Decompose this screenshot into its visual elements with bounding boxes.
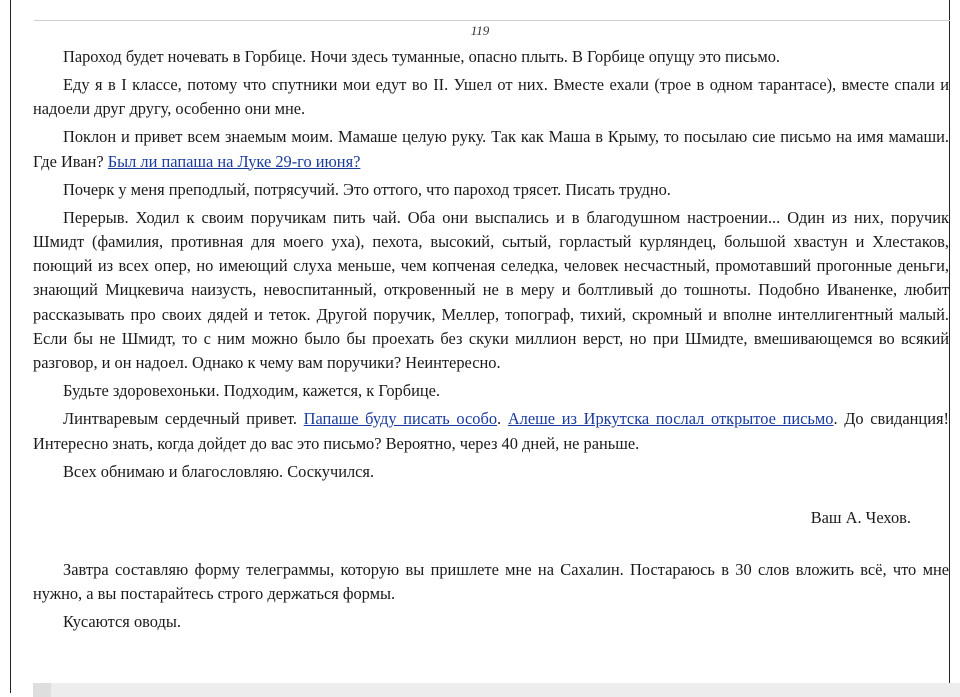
paragraphs-paragraph: [33, 379, 949, 403]
paragraph-text: Еду я в I классе, потому что спутники мои едут во II. Ушел от них. Вместе ехали (трое в одном тарантасе), вместе спали и надоели друг другу, особенно они мне.: [33, 74, 949, 119]
footnote-link[interactable]: Папаше буду писать особо: [303, 409, 498, 429]
next-block-edge: [33, 683, 960, 697]
page-separator: [34, 20, 950, 21]
footnote-link[interactable]: Был ли папаша на Луке 29-го июня?: [107, 151, 361, 171]
paragraphs-paragraph: [33, 73, 949, 122]
paragraph-text: Почерк у меня преподлый, потрясучий. Это оттого, что пароход трясет. Писать трудно.: [63, 179, 671, 199]
paragraphs-paragraph: [33, 178, 949, 202]
paragraphs-paragraph: [33, 125, 949, 174]
paragraph-text: . До свиданция! Интересно знать, когда дойдет до вас это письмо? Вероятно, через 40 дней, не раньше.: [33, 409, 949, 453]
paragraph-text: Будьте здоровехоньки. Подходим, кажется, к Горбице.: [63, 381, 440, 401]
signature: Ваш А. Чехов.: [810, 507, 911, 527]
postscript-paragraph: [33, 558, 949, 607]
paragraph-text: Поклон и привет всем знаемым моим. Мамаше целую руку. Так как Маша в Крыму, то посылаю сие письмо на имя мамаши. Где Иван?: [33, 127, 949, 171]
paragraph-text: Завтра составляю форму телеграммы, которую вы пришлете мне на Сахалин. Постараюсь в 30 слов вложить всё, что мне нужно, а вы постарайтесь строго держаться формы.: [33, 560, 949, 604]
left-frame-border: [10, 0, 11, 693]
postscript: [33, 558, 949, 635]
page-number: 119: [470, 23, 490, 38]
paragraph-text: .: [497, 409, 508, 429]
paragraphs-paragraph: [33, 460, 949, 484]
paragraph-text: Всех обнимаю и благословляю. Соскучился.: [63, 461, 375, 481]
paragraph-text: Перерыв. Ходил к своим поручикам пить чай. Оба они выспались и в благодушном настроении... Один из них, поручик Шмидт (фамилия, противная для моего уха), пехота, высокий, сытый, горластый курляндец, большой хвастун и Хлестаков, поющий из всех опер, но имеющий слуха меньше, чем копченая селедка, человек несчастный, промотавший прогонные деньги, знающий Мицкевича наизусть, невоспитанный, откровенный не в меру и болтливый до тошноты. Подобно Иваненке, любит рассказывать про своих дядей и теток. Другой поручик, Меллер, топограф, тихий, скромный и вполне интеллигентный малый. Если бы не Шмидт, то с ним можно было бы проехать без скуки миллион верст, но при Шмидте, вмешивающемся во всякий разговор, и он надоел. Однако к чему вам поручики? Неинтересно.: [33, 207, 949, 373]
paragraphs-paragraph: [33, 45, 949, 69]
letter-body: [33, 45, 949, 638]
footnote-link[interactable]: Алеше из Иркутска послал открытое письмо: [507, 409, 834, 429]
paragraphs-paragraph: [33, 206, 949, 376]
paragraph-text: Кусаются оводы.: [63, 612, 181, 632]
paragraph-text: Пароход будет ночевать в Горбице. Ночи здесь туманные, опасно плыть. В Горбице опущу это письмо.: [63, 47, 781, 66]
paragraph-text: Линтваревым сердечный привет.: [63, 409, 304, 429]
letter-paragraphs: [33, 45, 949, 484]
paragraphs-paragraph: [33, 407, 949, 456]
previous-page-cut-text: [34, 0, 948, 3]
right-frame-border: [949, 0, 950, 693]
postscript-paragraph: [33, 610, 949, 634]
